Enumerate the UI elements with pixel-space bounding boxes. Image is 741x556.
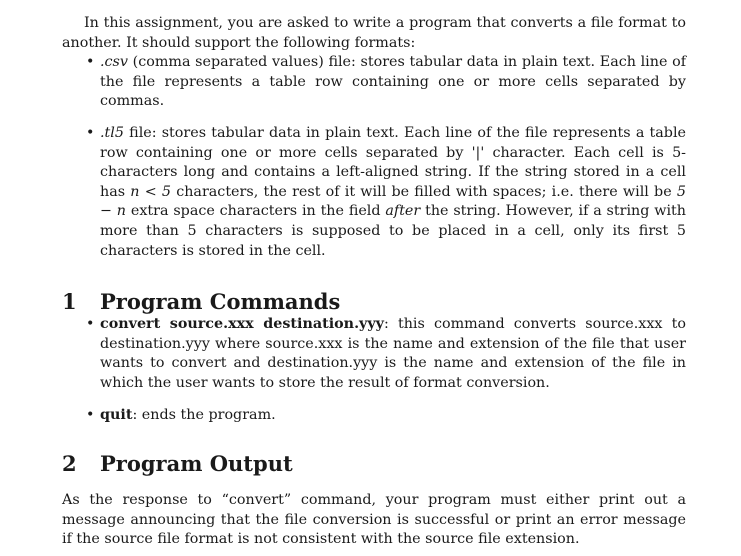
commands-list — [62, 315, 686, 425]
emphasis-text: after — [385, 203, 421, 220]
section-heading-program-output — [62, 451, 686, 477]
output-paragraph: As the response to “convert” command, your program must either print out a message announcing that the file conversion is successful or print an error message if the source file format is not consistent with the source file extension. — [62, 492, 686, 548]
command-name-quit: quit — [100, 406, 133, 423]
format-name-tl5: .tl5 — [100, 124, 124, 141]
format-name-csv: .csv — [100, 54, 128, 71]
math-inline: n < 5 — [130, 183, 171, 200]
section-title: Program Output — [100, 451, 293, 477]
math-inline: 5 − n — [100, 183, 686, 220]
intro-paragraph: In this assignment, you are asked to write a program that converts a file format to another. It should support the following formats: — [62, 15, 686, 51]
format-description-tl5-part4: the string. However, if a string with more than 5 characters is supposed to be placed in a cell, only its first 5 characters is stored in the cell. — [100, 203, 686, 259]
bullet-icon: • — [86, 406, 95, 423]
command-name-convert: convert source.xxx destination.yyy — [100, 316, 384, 333]
list-item-quit — [62, 406, 686, 426]
section-title: Program Commands — [100, 289, 341, 315]
command-description-quit: : ends the program. — [132, 406, 276, 423]
bullet-icon: • — [86, 124, 95, 141]
list-item-convert — [62, 315, 686, 393]
bullet-icon: • — [86, 54, 95, 71]
document-page — [62, 14, 686, 550]
list-item-tl5 — [62, 124, 686, 261]
section-number: 1 — [62, 289, 77, 315]
command-description-convert: : this command converts source.xxx to destination.yyy where source.xxx is the name and extension of the file that user wants to convert and destination.yyy is the name and extension of the file in which the user wants to store the result of format conversion. — [100, 316, 686, 391]
section-heading-program-commands — [62, 289, 686, 315]
format-description-tl5-part3: extra space characters in the field — [126, 203, 386, 220]
list-item-csv — [62, 53, 686, 112]
format-description-tl5-part2: characters, the rest of it will be filled with spaces; i.e. there will be — [171, 183, 677, 200]
formats-list — [62, 53, 686, 261]
format-description-tl5-part1: file: stores tabular data in plain text. Each line of the file represents a table row containing one or more cells separated by '|' character. Each cell is 5-characters long and contains a left-aligned string. If the string stored in a cell has — [100, 124, 686, 200]
format-description-csv: (comma separated values) file: stores tabular data in plain text. Each line of the file represents a table row containing one or more cells separated by commas. — [100, 54, 686, 110]
bullet-icon: • — [86, 316, 95, 333]
section-number: 2 — [62, 451, 77, 477]
